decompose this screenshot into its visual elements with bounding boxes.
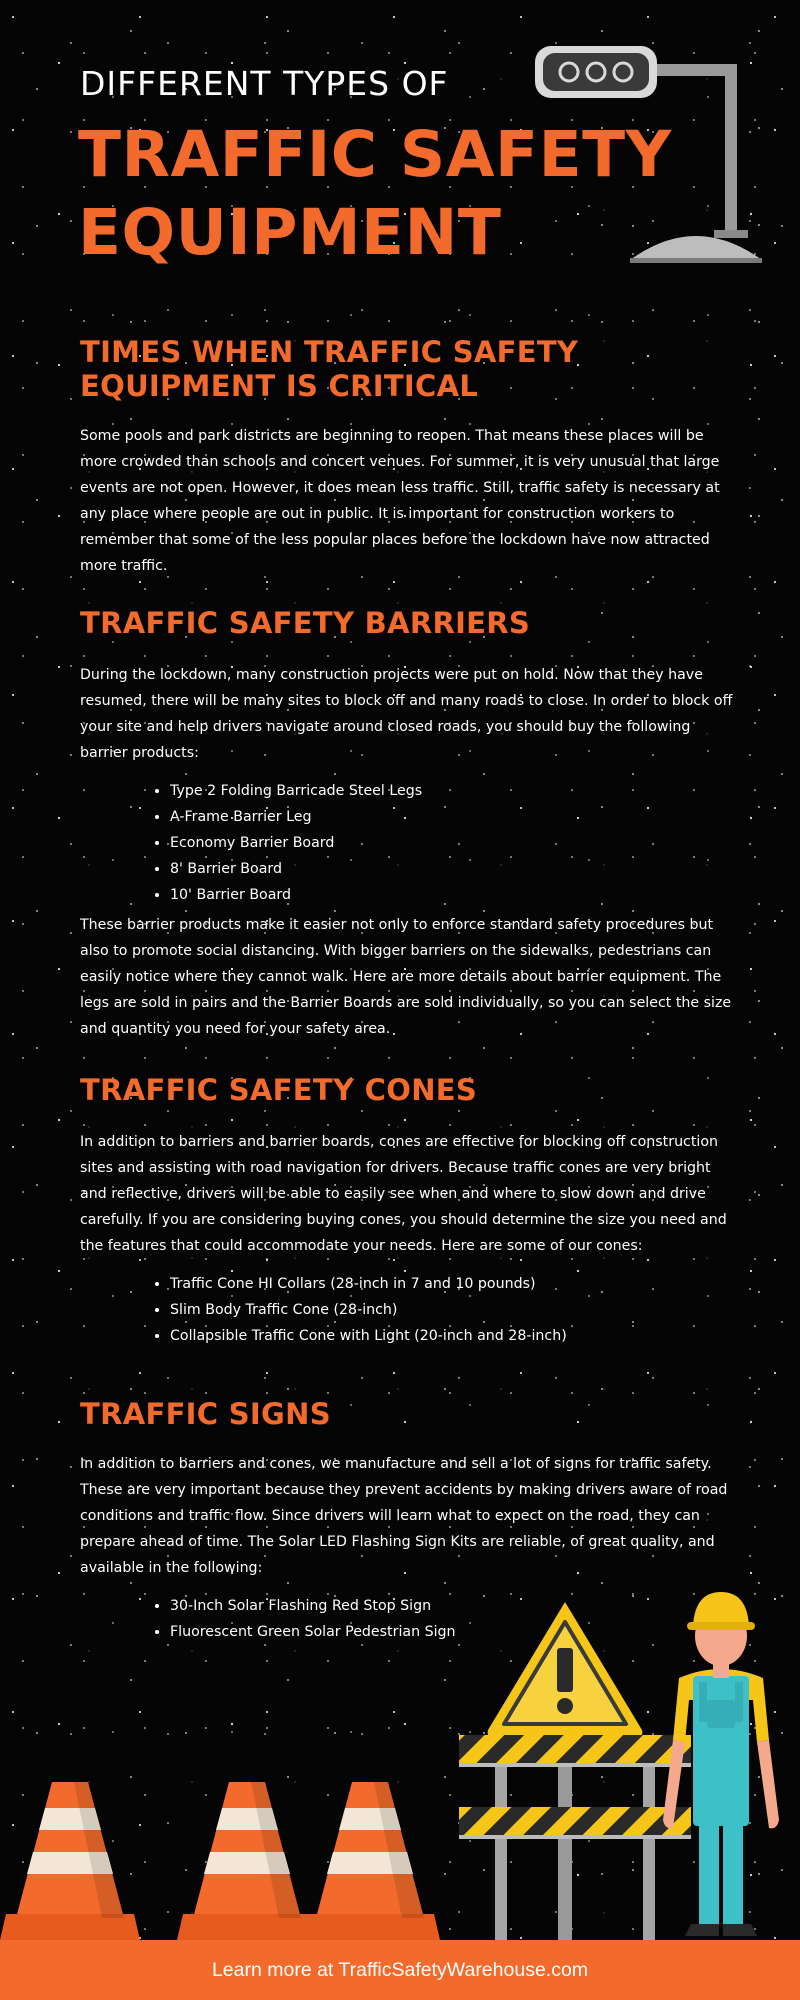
list-item: • Fluorescent Green Solar Pedestrian Sign	[170, 1619, 740, 1645]
footer-banner	[0, 1940, 800, 2000]
footer-link[interactable]: Learn more at TrafficSafetyWarehouse.com	[211, 1958, 589, 1981]
traffic-cone-icon	[0, 1778, 140, 1943]
construction-worker-icon	[655, 1580, 785, 1945]
section-paragraph: During the lockdown, many construction projects were put on hold. Now that they have resumed, there will be many sites to block off and many roads to close. In order to block off your site and help drivers navigate around closed roads, you should buy the following barrier products:	[80, 667, 733, 761]
list-item: • Economy Barrier Board	[170, 830, 740, 856]
list-item: • Traffic Cone HI Collars (28-inch in 7 and 10 pounds)	[170, 1271, 740, 1297]
traffic-cone-icon	[177, 1778, 317, 1943]
section-paragraph: In addition to barriers and cones, we manufacture and sell a lot of signs for traffic safety. These are very important because they prevent accidents by making drivers aware of road conditions and traffic flow. Since drivers will learn what to expect on the road, they can prepare ahead of time. The Solar LED Flashing Sign Kits are reliable, of great quality, and available in the following:	[80, 1456, 728, 1576]
page-subtitle: DIFFERENT TYPES OF	[80, 64, 449, 103]
section-barriers	[80, 606, 740, 1042]
list-item: • Collapsible Traffic Cone with Light (20-inch and 28-inch)	[170, 1323, 740, 1349]
list-item: • 30-Inch Solar Flashing Red Stop Sign	[170, 1593, 740, 1619]
section-heading: TIMES WHEN TRAFFIC SAFETY EQUIPMENT IS CRITICAL	[80, 335, 579, 403]
barrier-product-list	[80, 778, 740, 908]
section-heading: TRAFFIC SAFETY BARRIERS	[80, 606, 531, 640]
list-item: • Slim Body Traffic Cone (28-inch)	[170, 1297, 740, 1323]
list-item: • Type 2 Folding Barricade Steel Legs	[170, 778, 740, 804]
traffic-light-icon	[525, 40, 765, 270]
section-cones	[80, 1073, 740, 1349]
cone-product-list	[80, 1271, 740, 1349]
list-item: • 8' Barrier Board	[170, 856, 740, 882]
section-heading: TRAFFIC SAFETY CONES	[80, 1073, 478, 1107]
page-title: TRAFFIC SAFETY EQUIPMENT	[78, 118, 672, 269]
section-critical-times	[80, 335, 740, 579]
section-heading: TRAFFIC SIGNS	[80, 1397, 331, 1431]
traffic-cone-icon	[300, 1778, 440, 1943]
section-paragraph-2: These barrier products make it easier not only to enforce standard safety procedures but also to promote social distancing. With bigger barriers on the sidewalks, pedestrians can easily notice where they cannot walk. Here are more details about barrier equipment. The legs are sold in pairs and the Barrier Boards are sold individually, so you can select the size and quantity you need for your safety area.	[80, 917, 732, 1037]
section-paragraph: In addition to barriers and barrier boards, cones are effective for blocking off construction sites and assisting with road navigation for drivers. Because traffic cones are very bright and reflective, drivers will be able to easily see when and where to slow down and drive carefully. If you are considering buying cones, you should determine the size you need and the features that could accommodate your needs. Here are some of our cones:	[80, 1134, 727, 1254]
list-item: • A-Frame Barrier Leg	[170, 804, 740, 830]
list-item: • 10' Barrier Board	[170, 882, 740, 908]
section-paragraph: Some pools and park districts are beginning to reopen. That means these places will be more crowded than schools and concert venues. For summer, it is very unusual that large events are not open. However, it does mean less traffic. Still, traffic safety is necessary at any place where people are out in public. It is important for construction workers to remember that some of the less popular places before the lockdown have now attracted more traffic.	[80, 428, 720, 574]
